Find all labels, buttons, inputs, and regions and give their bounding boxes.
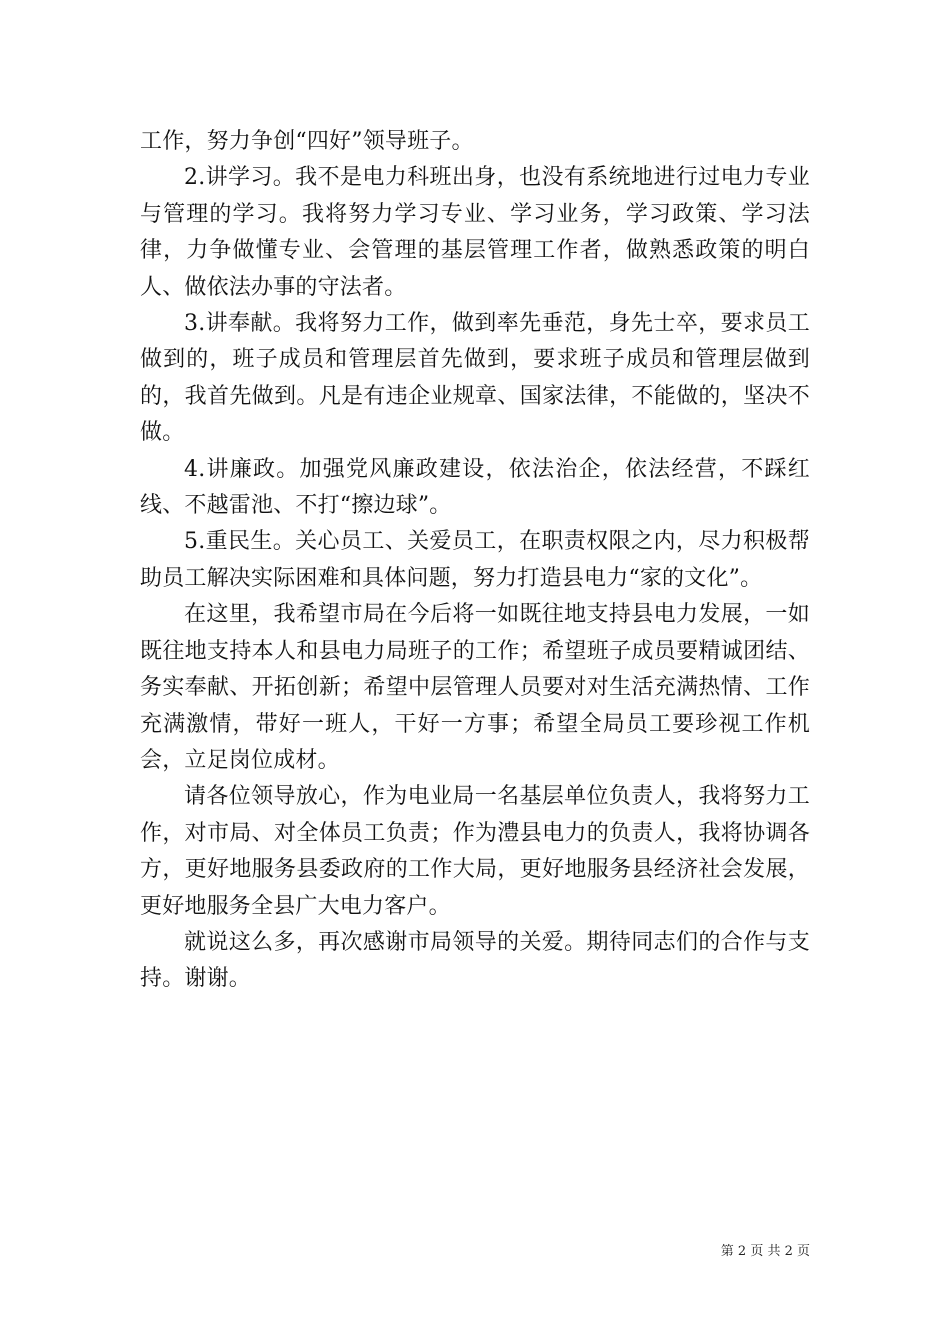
paragraph-closing: 就说这么多，再次感谢市局领导的关爱。期待同志们的合作与支持。谢谢。	[140, 929, 810, 992]
paragraph-study: 2.讲学习。我不是电力科班出身，也没有系统地进行过电力专业与管理的学习。我将努力学习专业、学习业务，学习政策、学习法律，力争做懂专业、会管理的基层管理工作者，做熟悉政策的明白人、做依法办事的守法者。	[140, 165, 810, 300]
paragraph-commitment: 请各位领导放心，作为电业局一名基层单位负责人，我将努力工作，对市局、对全体员工负责；作为澧县电力的负责人，我将协调各方，更好地服务县委政府的工作大局，更好地服务县经济社会发展，更好地服务全县广大电力客户。	[140, 784, 810, 919]
document-body	[140, 124, 810, 998]
paragraph-integrity: 4.讲廉政。加强党风廉政建设，依法治企，依法经营，不踩红线、不越雷池、不打“擦边球”。	[140, 456, 810, 519]
paragraph-livelihood: 5.重民生。关心员工、关爱员工，在职责权限之内，尽力积极帮助员工解决实际困难和具体问题，努力打造县电力“家的文化”。	[140, 529, 810, 591]
page-number-footer: 第 2 页 共 2 页	[720, 1244, 810, 1259]
paragraph-hopes: 在这里，我希望市局在今后将一如既往地支持县电力发展，一如既往地支持本人和县电力局班子的工作；希望班子成员要精诚团结、务实奉献、开拓创新；希望中层管理人员要对对生活充满热情、工作充满激情，带好一班人，干好一方事；希望全局员工要珍视工作机会，立足岗位成材。	[140, 602, 810, 773]
paragraph-continuation: 工作，努力争创“四好”领导班子。	[140, 129, 474, 154]
paragraph-dedication: 3.讲奉献。我将努力工作，做到率先垂范，身先士卒，要求员工做到的，班子成员和管理层首先做到，要求班子成员和管理层做到的，我首先做到。凡是有违企业规章、国家法律，不能做的，坚决不做。	[140, 311, 810, 446]
